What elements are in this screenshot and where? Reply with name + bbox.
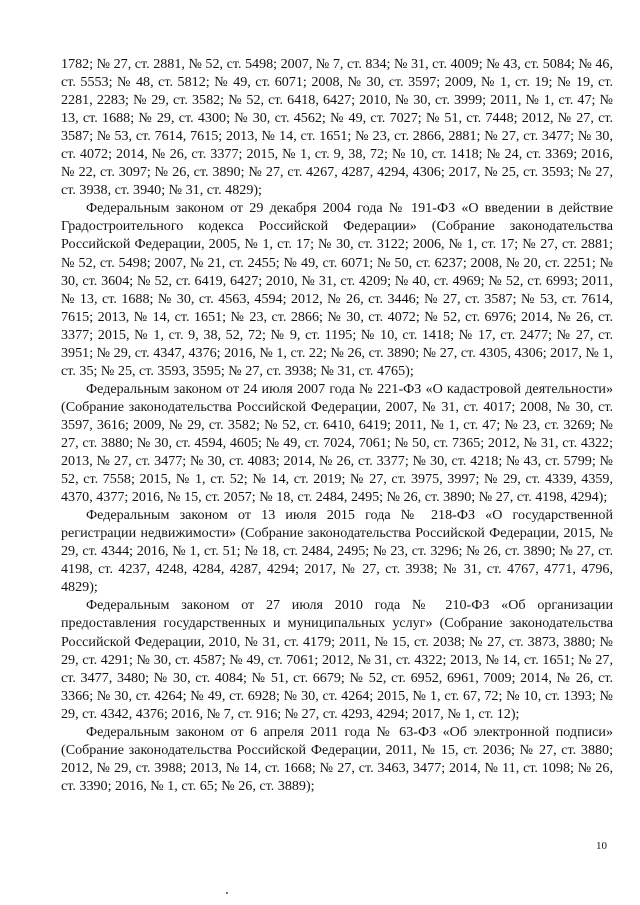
paragraph-law-210-fz: Федеральным законом от 27 июля 2010 года № 210-ФЗ «Об организации предоставления государственных и муниципальных услуг» (Собрание законодательства Российской Федерации, 2010, № 31, ст. 4179; 2011, № 15, ст. 2038; № 27, ст. 3873, 3880; № 29, ст. 4291; № 30, ст. 4587; № 49, ст. 7061; 2012, № 31, ст. 4322; 2013, № 14, ст. 1651; № 27, ст. 3477, 3480; № 30, ст. 4084; № 51, ст. 6679; № 52, ст. 6952, 6961, 7009; 2014, № 26, ст. 3366; № 30, ст. 4264; № 49, ст. 6928; № 30, ст. 4264; 2015, № 1, ст. 67, 72; № 10, ст. 1393; № 29, ст. 4342, 4376; 2016, № 7, ст. 916; № 27, ст. 4293, 4294; 2017, № 1, ст. 12); bbox=[61, 597, 613, 722]
paragraph-law-63-fz: Федеральным законом от 6 апреля 2011 года № 63-ФЗ «Об электронной подписи» (Собрание законодательства Российской Федерации, 2011, № 15, ст. 2036; № 27, ст. 3880; 2012, № 29, ст. 3988; 2013, № 14, ст. 1668; № 27, ст. 3463, 3477; 2014, № 11, ст. 1098; № 26, ст. 3390; 2016, № 1, ст. 65; № 26, ст. 3889); bbox=[61, 723, 613, 794]
paragraph-law-221-fz: Федеральным законом от 24 июля 2007 года № 221-ФЗ «О кадастровой деятельности» (Собрание законодательства Российской Федерации, 2007, № 31, ст. 4017; 2008, № 30, ст. 3597, 3616; 2009, № 29, ст. 3582; № 52, ст. 6410, 6419; 2011, № 1, ст. 47; № 23, ст. 3269; № 27, ст. 3880; № 30, ст. 4594, 4605; № 49, ст. 7024, 7061; № 50, ст. 7365; 2012, № 31, ст. 4322; 2013, № 27, ст. 3477; № 30, ст. 4083; 2014, № 26, ст. 3377; № 30, ст. 4218; № 43, ст. 5799; № 52, ст. 7558; 2015, № 1, ст. 52; № 14, ст. 2019; № 27, ст. 3975, 3997; № 29, ст. 4339, 4359, 4370, 4377; 2016, № 15, ст. 2057; № 18, ст. 2484, 2495; № 26, ст. 3890; № 27, ст. 4198, 4294); bbox=[61, 380, 613, 506]
paragraph-continuation: 1782; № 27, ст. 2881, № 52, ст. 5498; 2007, № 7, ст. 834; № 31, ст. 4009; № 43, ст. 5084; № 46, ст. 5553; № 48, ст. 5812; № 49, ст. 6071; 2008, № 30, ст. 3597; 2009, № 1, ст. 19; № 19, ст. 2281, 2283; № 29, ст. 3582; № 52, ст. 6418, 6427; 2010, № 30, ст. 3999; 2011, № 1, ст. 47; № 13, ст. 1688; № 29, ст. 4300; № 30, ст. 4562; № 49, ст. 7027; № 51, ст. 7448; 2012, № 27, ст. 3587; № 53, ст. 7614, 7615; 2013, № 14, ст. 1651; № 23, ст. 2866, 2881; № 27, ст. 3477; № 30, ст. 4072; 2014, № 26, ст. 3377; 2015, № 1, ст. 9, 38, 72; № 10, ст. 1418; № 24, ст. 3369; 2016, № 22, ст. 3097; № 26, ст. 3890; № 27, ст. 4267, 4287, 4294, 4306; 2017, № 25, ст. 3593; № 27, ст. 3938, ст. 3940; № 31, ст. 4829); bbox=[61, 56, 613, 199]
scan-speck bbox=[226, 892, 228, 894]
page-number: 10 bbox=[596, 840, 607, 852]
document-body bbox=[61, 55, 613, 795]
paragraph-law-218-fz: Федеральным законом от 13 июля 2015 года № 218-ФЗ «О государственной регистрации недвижимости» (Собрание законодательства Российской Федерации, 2015, № 29, ст. 4344; 2016, № 1, ст. 51; № 18, ст. 2484, 2495; № 23, ст. 3296; № 26, ст. 3890; № 27, ст. 4198, ст. 4237, 4248, 4284, 4287, 4294; 2017, № 27, ст. 3938; № 31, ст. 4767, 4771, 4796, 4829); bbox=[61, 507, 613, 596]
paragraph-law-191-fz: Федеральным законом от 29 декабря 2004 года № 191-ФЗ «О введении в действие Градостроительного кодекса Российской Федерации» (Собрание законодательства Российской Федерации, 2005, № 1, ст. 17; № 30, ст. 3122; 2006, № 1, ст. 17; № 27, ст. 2881; № 52, ст. 5498; 2007, № 21, ст. 2455; № 49, ст. 6071; № 50, ст. 6237; 2008, № 20, ст. 2251; № 30, ст. 3604; № 52, ст. 6419, 6427; 2010, № 31, ст. 4209; № 40, ст. 4969; № 52, ст. 6993; 2011, № 13, ст. 1688; № 30, ст. 4563, 4594; 2012, № 26, ст. 3446; № 27, ст. 3587; № 53, ст. 7614, 7615; 2013, № 14, ст. 1651; № 23, ст. 2866; № 30, ст. 4072; № 52, ст. 6976; 2014, № 26, ст. 3377; 2015, № 1, ст. 9, 38, 52, 72; № 9, ст. 1195; № 10, ст. 1418; № 17, ст. 2477; № 27, ст. 3951; № 29, ст. 4347, 4376; 2016, № 1, ст. 22; № 26, ст. 3890; № 27, ст. 4305, 4306; 2017, № 1, ст. 35; № 25, ст. 3593, 3595; № 27, ст. 3938; № 31, ст. 4765); bbox=[61, 200, 613, 379]
